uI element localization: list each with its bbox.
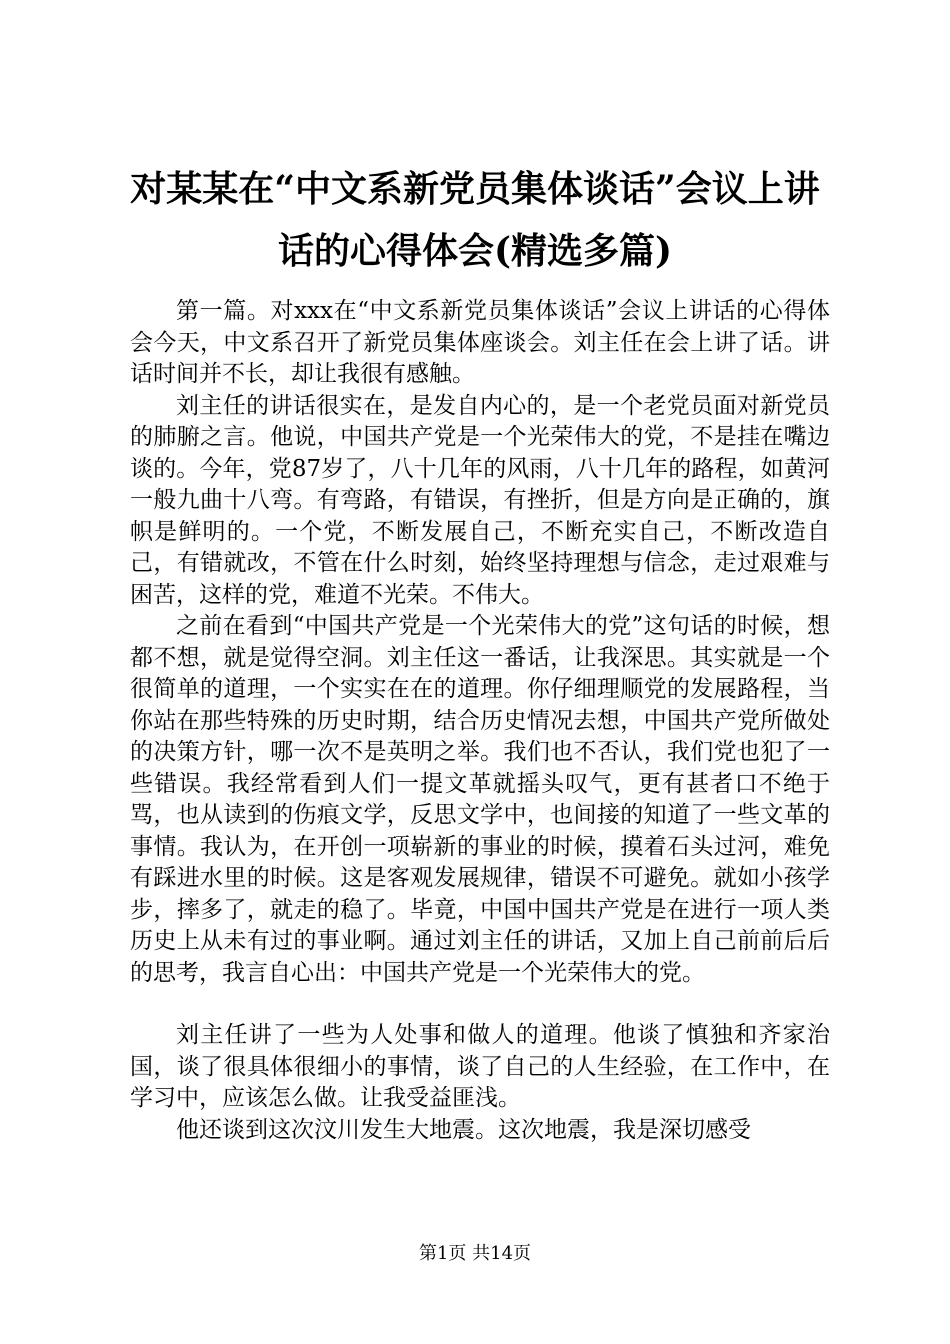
paragraph-3: 之前在看到“中国共产党是一个光荣伟大的党”这句话的时候，想都不想，就是觉得空洞。刘主任这一番话，让我深思。其实就是一个很简单的道理，一个实实在在的道理。你仔细理顺党的发展路程，当你站在那些特殊的历史时期，结合历史情况去想，中国共产党所做处的决策方针，哪一次不是英明之举。我们也不否认，我们党也犯了一些错误。我经常看到人们一提文革就摇头叹气，更有甚者口不绝于骂，也从读到的伤痕文学，反思文学中，也间接的知道了一些文革的事情。我认为，在开创一项崭新的事业的时候，摸着石头过河，难免有踩进水里的时候。这是客观发展规律，错误不可避免。就如小孩学步，摔多了，就走的稳了。毕竟，中国中国共产党是在进行一项人类历史上从未有过的事业啊。通过刘主任的讲话，又加上自己前前后后的思考，我言自心出：中国共产党是一个光荣伟大的党。 — [130, 613, 830, 986]
page-footer: 第1页 共14页 — [418, 1243, 532, 1264]
document-body — [130, 296, 830, 1146]
paragraph-5: 他还谈到这次汶川发生大地震。这次地震，我是深切感受 — [176, 1116, 751, 1143]
paragraph-1: 第一篇。对xxx在“中文系新党员集体谈话”会议上讲话的心得体会今天，中文系召开了新党员集体座谈会。刘主任在会上讲了话。讲话时间并不长，却让我很有感触。 — [130, 298, 830, 387]
paragraph-2: 刘主任的讲话很实在，是发自内心的，是一个老党员面对新党员的肺腑之言。他说，中国共产党是一个光荣伟大的党，不是挂在嘴边谈的。今年，党87岁了，八十几年的风雨，八十几年的路程，如黄河一般九曲十八弯。有弯路，有错误，有挫折，但是方向是正确的，旗帜是鲜明的。一个党，不断发展自己，不断充实自己，不断改造自己，有错就改，不管在什么时刻，始终坚持理想与信念，走过艰难与困苦，这样的党，难道不光荣。不伟大。 — [130, 392, 830, 608]
paragraph-4: 刘主任讲了一些为人处事和做人的道理。他谈了慎独和齐家治国，谈了很具体很细小的事情，谈了自己的人生经验，在工作中，在学习中，应该怎么做。让我受益匪浅。 — [130, 1022, 830, 1111]
title-line-2: 话的心得体会(精选多篇) — [277, 230, 673, 272]
title-line-1: 对某某在“中文系新党员集体谈话”会议上讲 — [130, 168, 820, 210]
document-title — [100, 158, 850, 282]
